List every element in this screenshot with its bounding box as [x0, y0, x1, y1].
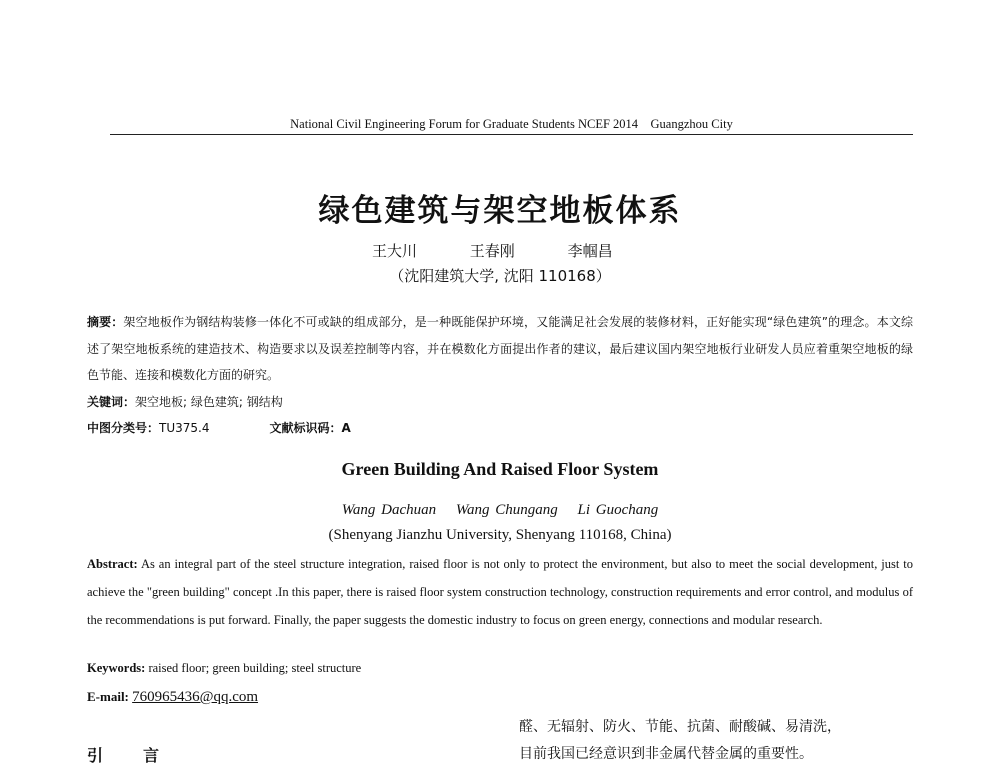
english-title: Green Building And Raised Floor System [341, 459, 659, 479]
header-rule [110, 134, 913, 135]
section-heading-introduction: 引言 [87, 746, 200, 765]
english-abstract-text: As an integral part of the steel structure integration, raised floor is not only to protect the environment, but also to meet the social development, just to achieve the "green building" concept .In this paper, there is raised floor system construction technology, construction requirements and error control, and modulus of the recommendations is put forward. Finally, the paper suggests the domestic industry to focus on green energy, connections and modular research. [87, 557, 914, 628]
chinese-author: 王春刚 [469, 242, 515, 260]
chinese-abstract-label: 摘要： [87, 315, 124, 329]
english-abstract [87, 550, 913, 635]
english-keywords-text: raised floor; green building; steel structure [148, 661, 362, 675]
chinese-keywords-label: 关键词： [87, 395, 136, 409]
body-text-line: 目前我国已经意识到非金属代替金属的重要性。 [519, 746, 813, 762]
english-author: Wang Chungang [455, 502, 558, 518]
chinese-abstract [87, 309, 913, 389]
chinese-affiliation: （沈阳建筑大学, 沈阳 110168） [389, 267, 611, 285]
email-label: E-mail: [87, 689, 129, 704]
email-line [87, 689, 258, 706]
class-number-label: 中图分类号： [87, 421, 160, 435]
chinese-author: 王大川 [372, 242, 418, 260]
english-author: Li Guochang [577, 502, 659, 518]
conference-city: Guangzhou City [650, 117, 733, 131]
english-authors [0, 502, 1000, 519]
english-keywords-label: Keywords: [87, 661, 146, 675]
chinese-authors [372, 240, 661, 261]
chinese-classification [87, 415, 913, 442]
chinese-abstract-text: 架空地板作为钢结构装修一体化不可或缺的组成部分，是一种既能保护环境，又能满足社会发展的装修材料，正好能实现“绿色建筑”的理念。本文综述了架空地板系统的建造技术、构造要求以及误差控制等内容，并在模数化方面提出作者的建议，最后建议国内架空地板行业研发人员应着重架空地板的绿色节能、连接和模数化方面的研究。 [87, 315, 913, 382]
running-header [110, 117, 913, 132]
english-affiliation: (Shenyang Jianzhu University, Shenyang 110168, China) [328, 527, 672, 543]
body-text-line: 醛、无辐射、防火、节能、抗菌、耐酸碱、易清洗， [519, 719, 841, 735]
english-author: Wang Dachuan [341, 502, 437, 518]
class-number-value: TU375.4 [159, 421, 210, 435]
conference-name: National Civil Engineering Forum for Graduate Students NCEF 2014 [290, 117, 639, 131]
english-keywords [87, 661, 361, 676]
email-link[interactable]: 760965436@qq.com [132, 689, 259, 705]
doc-code-label: 文献标识码： [269, 421, 342, 435]
chinese-keywords-text: 架空地板; 绿色建筑; 钢结构 [135, 395, 283, 409]
chinese-title: 绿色建筑与架空地板体系 [318, 193, 682, 229]
chinese-keywords [87, 389, 913, 416]
english-abstract-label: Abstract: [87, 557, 138, 571]
chinese-author: 李帼昌 [567, 242, 613, 260]
doc-code-value: A [341, 421, 351, 435]
